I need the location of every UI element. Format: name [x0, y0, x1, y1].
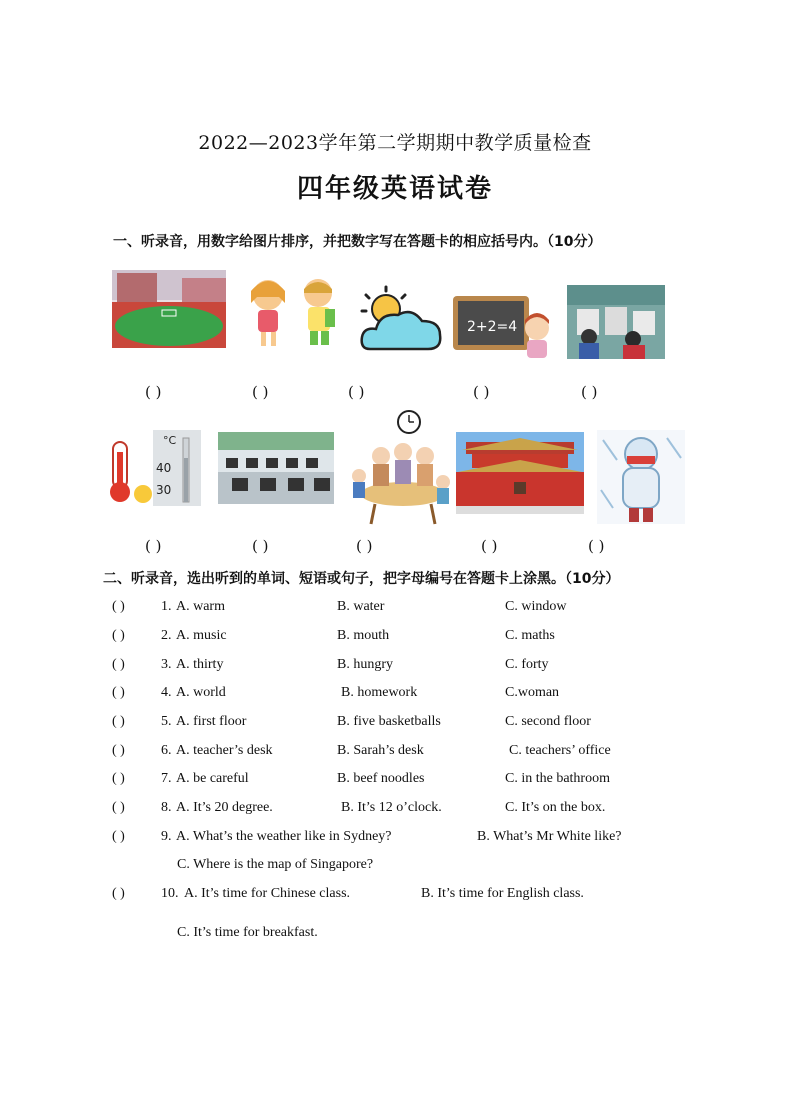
picture-math-blackboard: [453, 294, 553, 359]
q6-blank[interactable]: ( ): [112, 743, 125, 758]
exam-term-title: 2022—2023学年第二学期期中教学质量检查: [198, 132, 592, 154]
picture-computer-room: [218, 432, 334, 504]
q2-option-c[interactable]: C. maths: [505, 628, 555, 643]
q10-option-c[interactable]: C. It’s time for breakfast.: [177, 925, 318, 940]
q9-option-c[interactable]: C. Where is the map of Singapore?: [177, 857, 374, 872]
picture-family-dinner-clock: [345, 408, 451, 526]
q9-option-a[interactable]: A. What’s the weather like in Sydney?: [176, 829, 392, 844]
picture-school-playground: [112, 270, 226, 348]
answer-blank-r2-3[interactable]: ( ): [356, 537, 373, 555]
q4-option-a[interactable]: A. world: [176, 685, 226, 700]
q8-option-c[interactable]: C. It’s on the box.: [505, 800, 606, 815]
thermo-30: 30: [156, 483, 172, 497]
q7-option-a[interactable]: A. be careful: [176, 771, 249, 786]
q9-blank[interactable]: ( ): [112, 829, 125, 844]
q3-option-a[interactable]: A. thirty: [176, 657, 224, 672]
q5-number: 5.: [161, 714, 172, 729]
q7-option-b[interactable]: B. beef noodles: [337, 771, 425, 786]
q1-option-b[interactable]: B. water: [337, 599, 385, 614]
answer-blank-r2-4[interactable]: ( ): [481, 537, 498, 555]
answer-blank-r2-5[interactable]: ( ): [588, 537, 605, 555]
q3-blank[interactable]: ( ): [112, 657, 125, 672]
q10-option-b[interactable]: B. It’s time for English class.: [421, 886, 584, 901]
picture-two-children: [243, 273, 345, 351]
q1-option-c[interactable]: C. window: [505, 599, 567, 614]
q6-option-b[interactable]: B. Sarah’s desk: [337, 743, 424, 758]
q1-number: 1.: [161, 599, 172, 614]
q3-option-c[interactable]: C. forty: [505, 657, 549, 672]
q10-option-a[interactable]: A. It’s time for Chinese class.: [184, 886, 351, 901]
picture-cold-girl: [597, 430, 685, 524]
answer-blank-r1-5[interactable]: ( ): [581, 383, 598, 401]
thermo-40: 40: [156, 461, 172, 475]
picture-classroom-students: [567, 285, 665, 359]
answer-blank-r1-4[interactable]: ( ): [473, 383, 490, 401]
q4-number: 4.: [161, 685, 172, 700]
answer-blank-r2-1[interactable]: ( ): [145, 537, 162, 555]
q1-option-a[interactable]: A. warm: [176, 599, 225, 614]
q3-option-b[interactable]: B. hungry: [337, 657, 393, 672]
q5-blank[interactable]: ( ): [112, 714, 125, 729]
board-equation: 2+2=4: [467, 319, 518, 335]
thermo-unit: °C: [163, 434, 177, 447]
answer-blank-r2-2[interactable]: ( ): [252, 537, 269, 555]
answer-blank-r1-3[interactable]: ( ): [348, 383, 365, 401]
answer-blank-r1-1[interactable]: ( ): [145, 383, 162, 401]
q4-option-b[interactable]: B. homework: [341, 685, 418, 700]
q3-number: 3.: [161, 657, 172, 672]
q7-blank[interactable]: ( ): [112, 771, 125, 786]
q6-option-c[interactable]: C. teachers’ office: [509, 743, 611, 758]
section1-heading: 一、听录音，用数字给图片排序，并把数字写在答题卡的相应括号内。（10分）: [113, 234, 602, 250]
q9-number: 9.: [161, 829, 172, 844]
q8-number: 8.: [161, 800, 172, 815]
q2-option-a[interactable]: A. music: [176, 628, 227, 643]
q7-option-c[interactable]: C. in the bathroom: [505, 771, 610, 786]
q6-number: 6.: [161, 743, 172, 758]
q7-number: 7.: [161, 771, 172, 786]
q4-blank[interactable]: ( ): [112, 685, 125, 700]
q8-option-b[interactable]: B. It’s 12 o’clock.: [341, 800, 442, 815]
q5-option-b[interactable]: B. five basketballs: [337, 714, 441, 729]
answer-blank-r1-2[interactable]: ( ): [252, 383, 269, 401]
section2-heading: 二、听录音，选出听到的单词、短语或句子，把字母编号在答题卡上涂黑。（10分）: [103, 571, 620, 587]
q4-option-c[interactable]: C.woman: [505, 685, 560, 700]
q5-option-c[interactable]: C. second floor: [505, 714, 591, 729]
q10-number: 10.: [161, 886, 179, 901]
q5-option-a[interactable]: A. first floor: [176, 714, 247, 729]
picture-thermometer-hot: [103, 428, 203, 506]
q2-blank[interactable]: ( ): [112, 628, 125, 643]
q2-option-b[interactable]: B. mouth: [337, 628, 390, 643]
q8-blank[interactable]: ( ): [112, 800, 125, 815]
picture-tiananmen: [456, 432, 584, 514]
exam-paper-title: 四年级英语试卷: [296, 174, 493, 204]
q1-blank[interactable]: ( ): [112, 599, 125, 614]
q6-option-a[interactable]: A. teacher’s desk: [176, 743, 273, 758]
q8-option-a[interactable]: A. It’s 20 degree.: [176, 800, 273, 815]
picture-sun-cloud: [358, 285, 444, 353]
q9-option-b[interactable]: B. What’s Mr White like?: [477, 829, 622, 844]
q10-blank[interactable]: ( ): [112, 886, 125, 901]
q2-number: 2.: [161, 628, 172, 643]
